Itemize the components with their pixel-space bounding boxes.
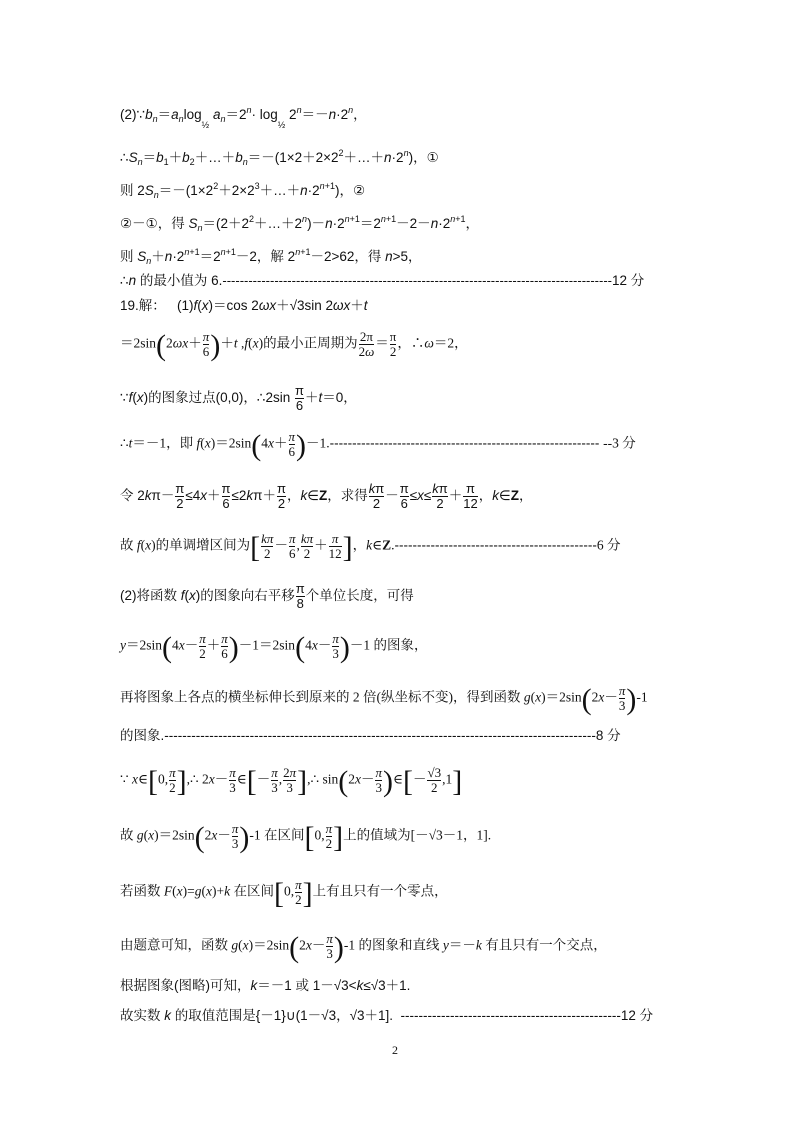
line-2: $\therefore S_n=b_1+b_2+\dots+b_n=-(1\times 2+2\times 2^2+\dots+n\cdot 2^n)$，①	[120, 148, 439, 167]
line-11: 令 2kπ－ $\frac{\pi}{2}$ ≤4x＋ $\frac{\pi}{6}$ ≤2kπ＋ $\frac{\pi}{2}$ ，k∈Z，求得 $\frac{k\pi}{2}$ － $\frac{\pi}{6}$ ≤x≤ $\frac{k\pi}{2}$ ＋ $\frac{\pi}{12}$ ，k∈Z，	[120, 481, 533, 511]
line-6: ∴n 的最小值为 6.------------------------------------------------------------------------------------------12 分	[120, 273, 645, 288]
line-7: 19.解： (1)f(x)＝cos 2ωx＋√3sin 2ωx＋t	[120, 298, 368, 313]
line-12: 故 f(x)的单调增区间为[ $\frac{k\pi}{2}$ － $\frac{\pi}{6}$ , $\frac{k\pi}{2}$ ＋ $\frac{\pi}{12}$ ]，k∈Z.---------------------------------------------6 分	[120, 530, 621, 564]
score-3: --3 分	[603, 435, 636, 451]
line-8: ＝2sin(2ωx＋ $\frac{\pi}{6}$ )＋t ,f(x)的最小正周期为 $\frac{2\pi}{2\omega}$ ＝ $\frac{\pi}{2}$ ，∴ω＝2，	[120, 328, 468, 362]
page-number: 2	[392, 1043, 398, 1057]
line-17: ∵ x∈[0, $\frac{\pi}{2}$ ],∴ 2x－ $\frac{\pi}{3}$ ∈[－ $\frac{\pi}{3}$ , $\frac{2\pi}{3}$ ],∴ sin(2x－ $\frac{\pi}{3}$ )∈[－ $\frac{√3}{2}$ ,1]	[120, 764, 463, 798]
score-8: 8 分	[595, 728, 621, 743]
line-20: 由题意可知，函数 g(x)＝2sin(2x－ $\frac{\pi}{3}$ )-1 的图象和直线 y＝－k 有且只有一个交点，	[120, 930, 607, 964]
line-5: 则 $S_n+n\cdot 2^{n+1}=2^{n+1}-2$，解 $2^{n+1}-2>62$，得 n>5，	[120, 247, 422, 266]
score-12-b: 12 分	[620, 1008, 654, 1023]
line-9: ∵f(x)的图象过点(0,0)，∴2sin $\frac{\pi}{6}$ ＋t＝0，	[120, 383, 357, 413]
line-15: 再将图象上各点的横坐标伸长到原来的 2 倍(纵坐标不变)，得到函数 g(x)＝2sin(2x－ $\frac{\pi}{3}$ )-1	[120, 682, 648, 716]
score-6: 6 分	[596, 537, 621, 553]
line-4: ②－①，得 $S_n=(2+2^2+\dots+2^n)-n\cdot 2^{n+1}=2^{n+1}-2-n\cdot 2^{n+1}$，	[120, 214, 479, 233]
line-21: 根据图象(图略)可知，k＝－1 或 1－√3<k≤√3＋1.	[120, 978, 411, 993]
line-22: 故实数 k 的取值范围是{－1}∪(1－√3，√3＋1]. -------------------------------------------------12 分	[120, 1008, 654, 1023]
line-3: 则 $2S_n=-(1\times 2^2+2\times 2^3+\dots+n\cdot 2^{n+1})$，②	[120, 181, 366, 200]
line-18: 故 g(x)＝2sin(2x－ $\frac{\pi}{3}$ )-1 在区间[0, $\frac{\pi}{2}$ ]上的值域为[－√3－1，1].	[120, 820, 492, 854]
line-16: 的图象.------------------------------------------------------------------------------------------------8 分	[120, 728, 621, 743]
line-13: (2)将函数 f(x)的图象向右平移 $\frac{\pi}{8}$ 个单位长度，可得	[120, 581, 414, 611]
line-19: 若函数 F(x)=g(x)+k 在区间[0, $\frac{\pi}{2}$ ]上有且只有一个零点，	[120, 876, 448, 910]
line-14: y＝2sin(4x－ $\frac{\pi}{2}$ ＋ $\frac{\pi}{6}$ )－1＝2sin(4x－ $\frac{\pi}{3}$ )－1 的图象，	[120, 630, 428, 664]
line-10: ∴t＝－1，即 f(x)＝2sin(4x＋ $\frac{\pi}{6}$ )－1.------------------------------------------------------------ --3 分	[120, 428, 636, 462]
line-1: $(2)\because b_n=a_n\log_{\frac{1}{2}}$ $a_n=2^n\cdot \log_{\frac{1}{2}} 2^n=-n\cdot 2^n$，	[120, 105, 367, 130]
score-12-a: 12 分	[612, 273, 645, 288]
